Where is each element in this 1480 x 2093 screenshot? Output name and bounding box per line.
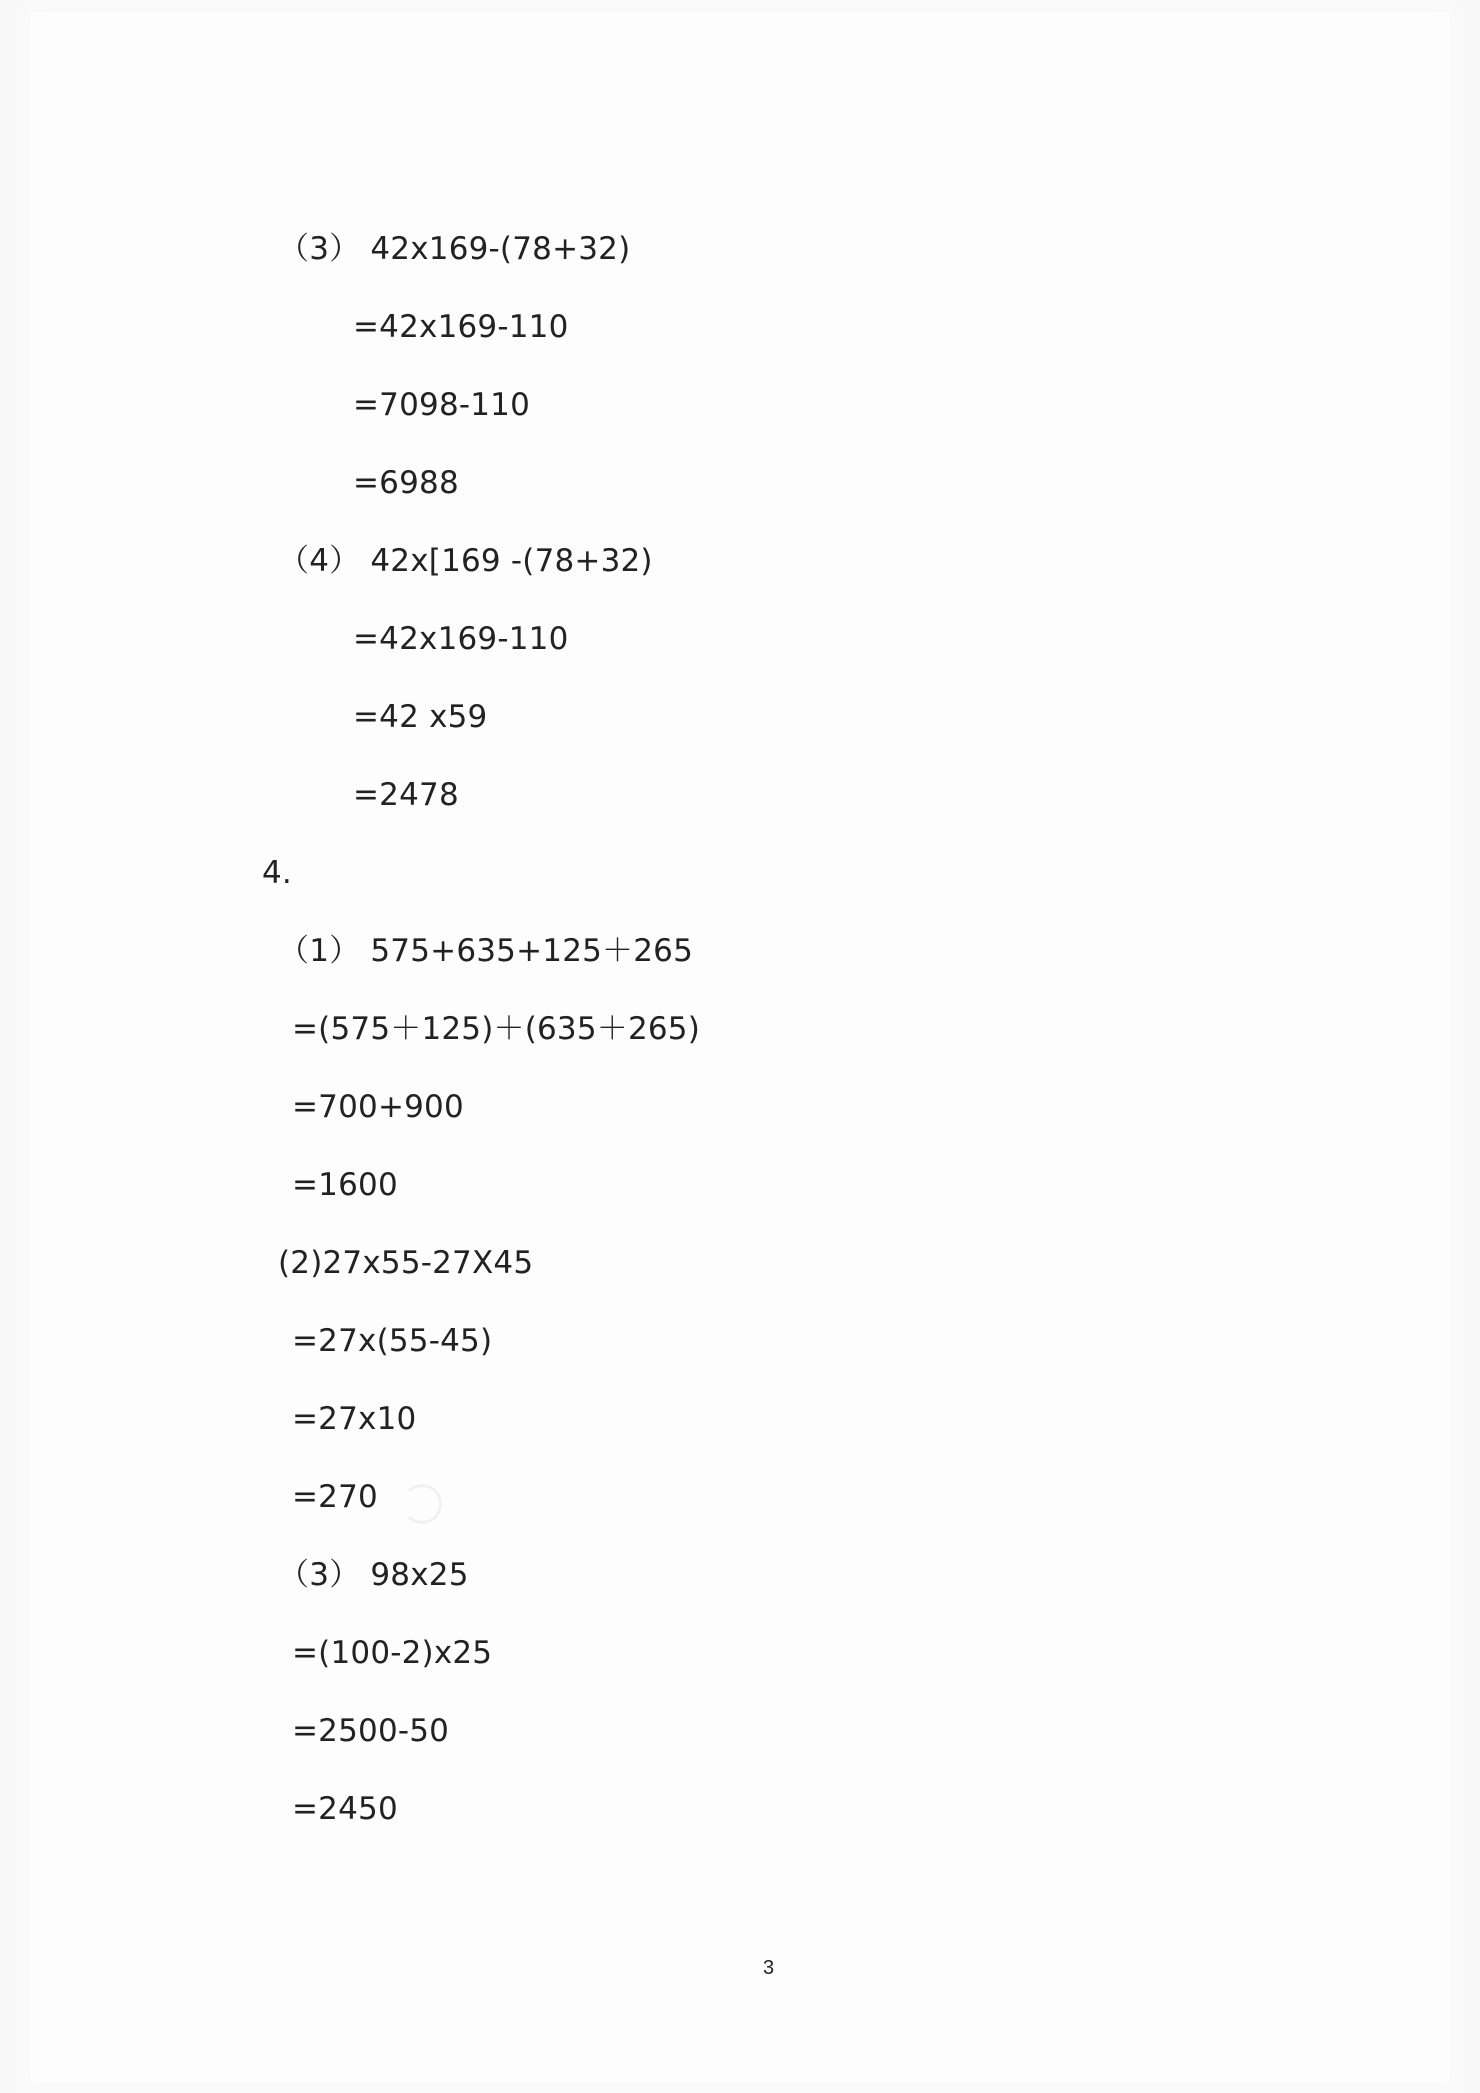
document-page <box>30 12 1450 2082</box>
problem-4-step-2: =42 x59 <box>353 699 488 735</box>
section-4-heading: 4. <box>262 855 292 891</box>
problem-4-step-1: =42x169-110 <box>353 621 569 657</box>
section-4-problem-1-step-1: =(575＋125)＋(635＋265) <box>292 1011 701 1047</box>
problem-3-step-3: =6988 <box>353 465 459 501</box>
problem-4-step-3: =2478 <box>353 777 459 813</box>
section-4-problem-3-step-3: =2450 <box>292 1791 398 1827</box>
section-4-problem-2-title: (2)27x55-27X45 <box>278 1245 534 1281</box>
section-4-problem-1-title: （1） 575+635+125＋265 <box>278 933 694 969</box>
section-4-problem-1-step-3: =1600 <box>292 1167 398 1203</box>
problem-4-title: （4） 42x[169 -(78+32) <box>278 543 653 579</box>
problem-3-title: （3） 42x169-(78+32) <box>278 231 631 267</box>
faint-circle-mark <box>402 1484 442 1524</box>
section-4-problem-3-step-2: =2500-50 <box>292 1713 450 1749</box>
section-4-problem-1-step-2: =700+900 <box>292 1089 464 1125</box>
section-4-problem-3-title: （3） 98x25 <box>278 1557 469 1593</box>
section-4-problem-3-step-1: =(100-2)x25 <box>292 1635 493 1671</box>
section-4-problem-2-step-1: =27x(55-45) <box>292 1323 493 1359</box>
problem-3-step-2: =7098-110 <box>353 387 531 423</box>
section-4-problem-2-step-3: =270 <box>292 1479 378 1515</box>
page-number: 3 <box>763 1957 775 1979</box>
problem-3-step-1: =42x169-110 <box>353 309 569 345</box>
section-4-problem-2-step-2: =27x10 <box>292 1401 417 1437</box>
